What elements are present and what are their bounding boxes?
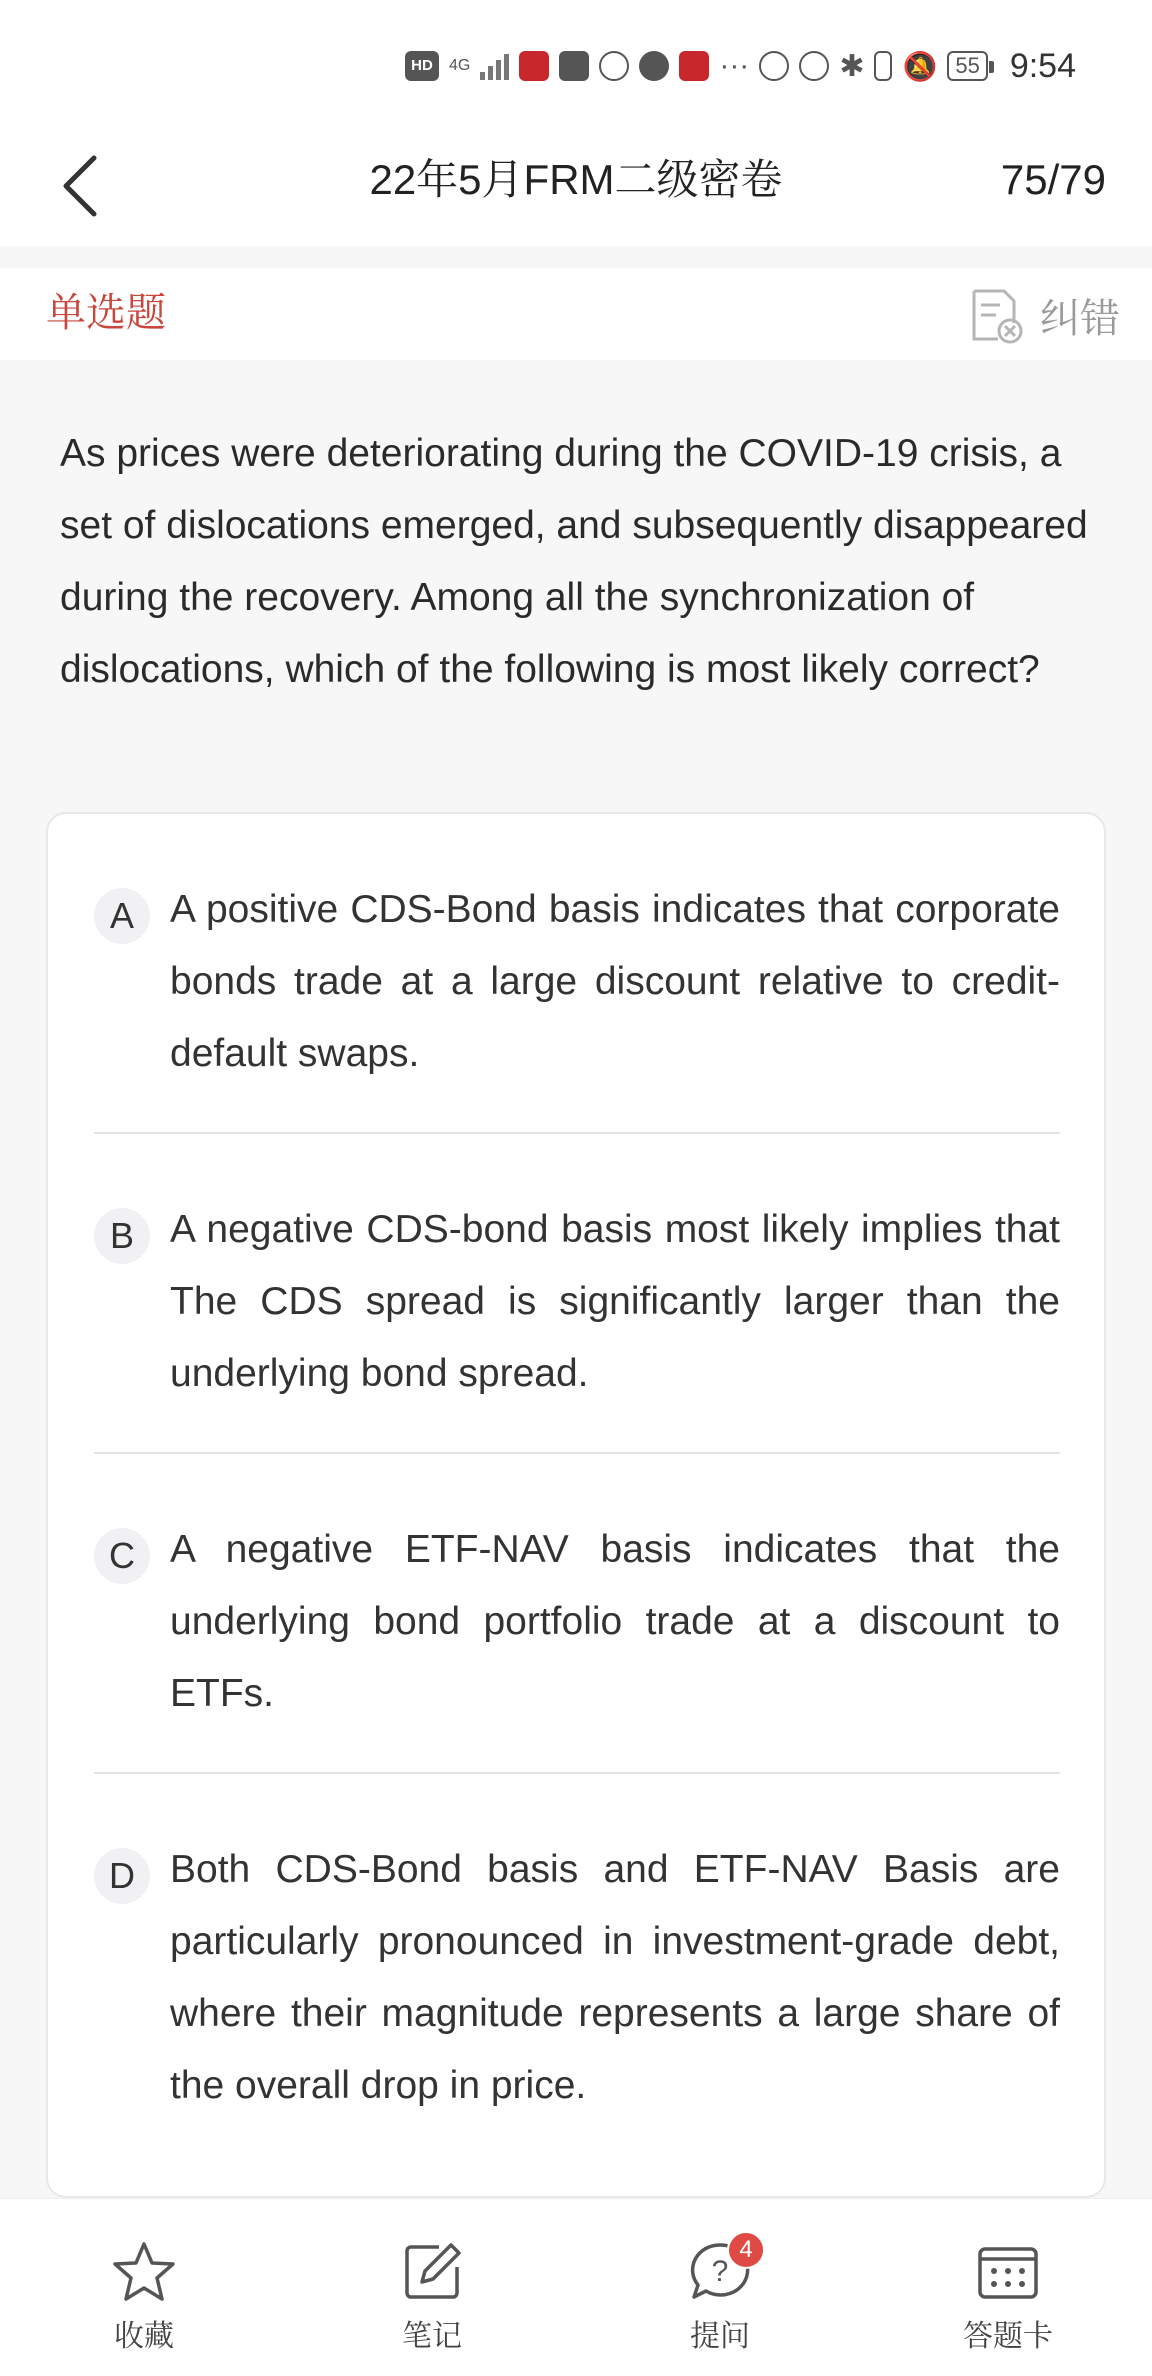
answer-card-label: 答题卡 (963, 2320, 1053, 2353)
option-letter: A (94, 888, 150, 944)
ask-question-label: 提问 (690, 2320, 750, 2353)
edit-note-icon (399, 2239, 465, 2305)
signal-icon (480, 52, 509, 80)
option-b[interactable] (94, 1194, 1060, 1410)
option-c[interactable] (94, 1514, 1060, 1730)
notes-label: 笔记 (402, 2320, 462, 2353)
question-stem: As prices were deteriorating during the COVID-19 crisis, a set of dislocations emerged, and subsequently disappeared during the recovery. Among all the synchronization of dislocations, which of the following is most likely correct? (60, 432, 1088, 691)
option-letter: C (94, 1528, 150, 1584)
report-error-label: 纠错 (1040, 296, 1120, 341)
vibrate-icon (874, 51, 892, 81)
star-icon (111, 2239, 177, 2305)
bluetooth-icon: ✱ (839, 49, 865, 83)
ask-question-button[interactable] (576, 2199, 864, 2376)
status-icons (405, 44, 1076, 88)
chevron-left-icon (60, 154, 100, 218)
status-time: 9:54 (1009, 46, 1076, 85)
report-error-icon (968, 285, 1024, 345)
svg-text:?: ? (711, 2255, 729, 2288)
hd-icon: HD (405, 51, 439, 81)
option-text: Both CDS-Bond basis and ETF-NAV Basis are particularly pronounced in investment-grade debt, where their magnitude represents a large share of the overall drop in price. (170, 1848, 1060, 2107)
options-card (46, 812, 1106, 2198)
answer-card-icon (975, 2239, 1041, 2305)
option-divider (94, 1132, 1060, 1134)
favorite-label: 收藏 (114, 2320, 174, 2353)
question-counter: 75/79 (1000, 156, 1106, 203)
option-text: A positive CDS-Bond basis indicates that corporate bonds trade at a large discount relative to credit-default swaps. (170, 888, 1060, 1075)
mute-bell-icon: 🔕 (902, 50, 938, 82)
option-text: A negative ETF-NAV basis indicates that the underlying bond portfolio trade at a discount to ETFs. (170, 1528, 1060, 1715)
question-type-label: 单选题 (46, 291, 166, 335)
option-d[interactable] (94, 1834, 1060, 2122)
question-type-bar (0, 268, 1152, 360)
question-count-badge: 4 (727, 2231, 765, 2269)
option-letter: B (94, 1208, 150, 1264)
alarm-icon (799, 51, 829, 81)
more-notifications-icon: ··· (719, 49, 750, 82)
option-divider (94, 1772, 1060, 1774)
option-divider (94, 1452, 1060, 1454)
bottom-toolbar (0, 2198, 1152, 2376)
book-app-icon (519, 51, 549, 81)
question-bubble-wrap (687, 2236, 753, 2305)
option-letter: D (94, 1848, 150, 1904)
eye-app-icon (679, 51, 709, 81)
answer-card-button[interactable] (864, 2199, 1152, 2376)
option-a[interactable] (94, 874, 1060, 1090)
page-title: 22年5月FRM二级密卷 (369, 156, 783, 203)
favorite-button[interactable] (0, 2199, 288, 2376)
battery-icon (947, 51, 987, 81)
status-bar (0, 0, 1152, 130)
network-label: 4G (448, 57, 471, 74)
mail-app-icon (559, 51, 589, 81)
option-text: A negative CDS-bond basis most likely implies that The CDS spread is significantly larger than the underlying bond spread. (170, 1208, 1060, 1395)
notes-button[interactable] (288, 2199, 576, 2376)
battery-level: 55 (955, 53, 980, 78)
back-button[interactable] (44, 144, 116, 228)
hand-icon (599, 51, 629, 81)
eye-icon (759, 51, 789, 81)
app-header (0, 130, 1152, 246)
chat-bubble-icon (639, 51, 669, 81)
report-error-button[interactable] (968, 282, 1120, 348)
